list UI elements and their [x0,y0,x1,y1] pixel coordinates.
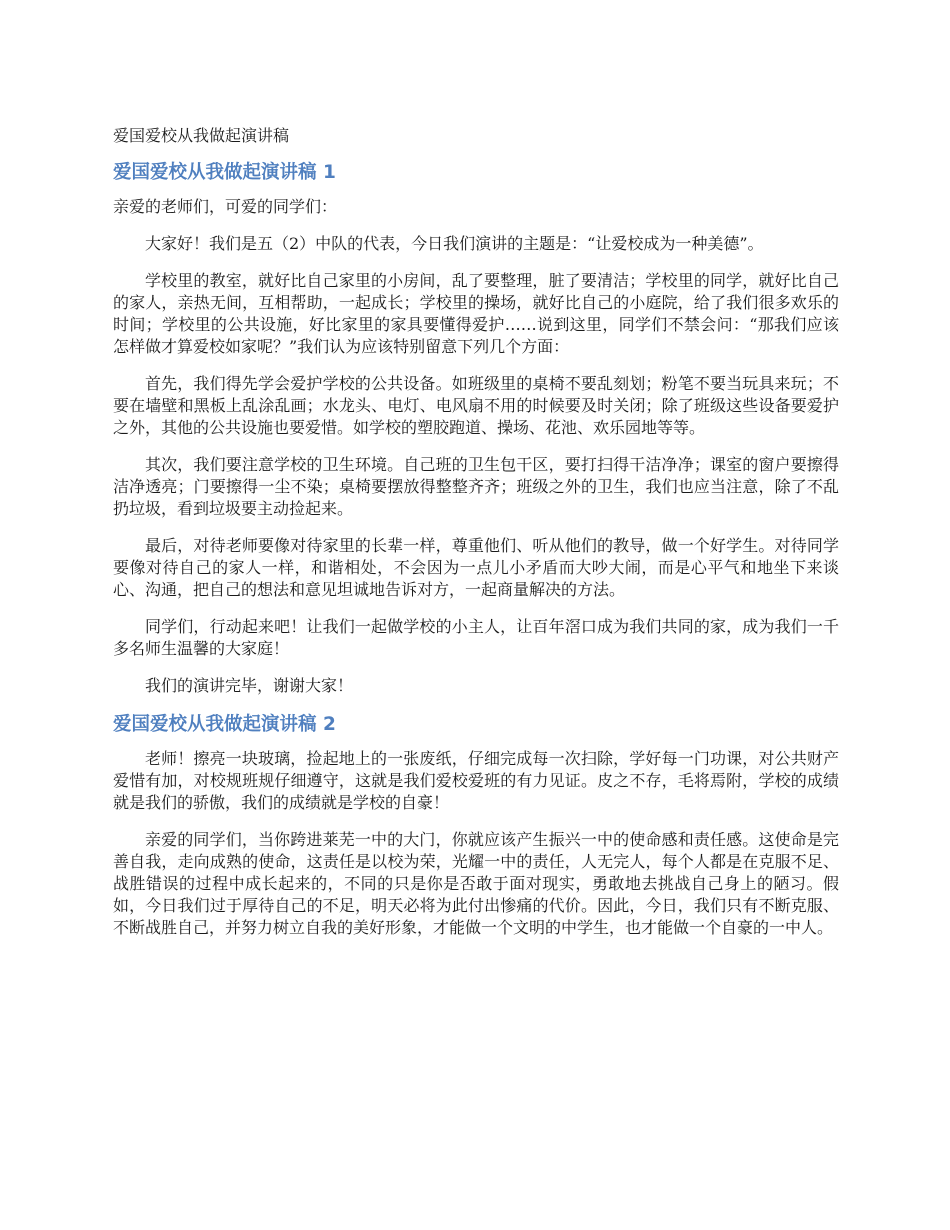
document-title: 爱国爱校从我做起演讲稿 [113,126,290,145]
speech-section-2 [113,712,839,939]
closing-paragraph: 我们的演讲完毕，谢谢大家！ [145,676,354,695]
body-paragraph: 最后，对待老师要像对待家里的长辈一样，尊重他们、听从他们的教导，做一个好学生。对待同学要像对待自己的家人一样，和谐相处，不会因为一点儿小矛盾而大吵大闹，而是心平气和地坐下来谈心、沟通，把自己的想法和意见坦诚地告诉对方，一起商量解决的方法。 [113,536,839,599]
speech-section-1 [113,160,839,697]
section-heading: 爱国爱校从我做起演讲稿 2 [113,714,336,735]
body-paragraph: 其次，我们要注意学校的卫生环境。自己班的卫生包干区，要打扫得干洁净净；课室的窗户要擦得洁净透亮；门要擦得一尘不染；桌椅要摆放得整整齐齐；班级之外的卫生，我们也应当注意，除了不乱扔垃圾，看到垃圾要主动捡起来。 [113,455,839,518]
body-paragraph: 首先，我们得先学会爱护学校的公共设备。如班级里的桌椅不要乱刻划；粉笔不要当玩具来玩；不要在墙壁和黑板上乱涂乱画；水龙头、电灯、电风扇不用的时候要及时关闭；除了班级这些设备要爱护之外，其他的公共设施也要爱惜。如学校的塑胶跑道、操场、花池、欢乐园地等等。 [113,374,839,437]
document-page [113,124,839,954]
body-paragraph: 学校里的教室，就好比自己家里的小房间，乱了要整理，脏了要清洁；学校里的同学，就好比自己的家人，亲热无间，互相帮助，一起成长；学校里的操场，就好比自己的小庭院，给了我们很多欢乐的时间；学校里的公共设施，好比家里的家具要懂得爱护……说到这里，同学们不禁会问：“那我们应该怎样做才算爱校如家呢？”我们认为应该特别留意下列几个方面： [113,271,839,356]
body-paragraph: 大家好！我们是五（2）中队的代表，今日我们演讲的主题是：“让爱校成为一种美德”。 [145,234,764,253]
body-paragraph: 亲爱的同学们，当你跨进莱芜一中的大门，你就应该产生振兴一中的使命感和责任感。这使命是完善自我，走向成熟的使命，这责任是以校为荣，光耀一中的责任，人无完人，每个人都是在克服不足、战胜错误的过程中成长起来的，不同的只是你是否敢于面对现实，勇敢地去挑战自己身上的陋习。假如，今日我们过于厚待自己的不足，明天必将为此付出惨痛的代价。因此，今日，我们只有不断克服、不断战胜自己，并努力树立自我的美好形象，才能做一个文明的中学生，也才能做一个自豪的一中人。 [113,830,839,937]
body-paragraph: 老师！擦亮一块玻璃，捡起地上的一张废纸，仔细完成每一次扫除，学好每一门功课，对公共财产爱惜有加，对校规班规仔细遵守，这就是我们爱校爱班的有力见证。皮之不存，毛将焉附，学校的成绩就是我们的骄傲，我们的成绩就是学校的自豪！ [113,749,839,812]
body-paragraph: 同学们，行动起来吧！让我们一起做学校的小主人，让百年滘口成为我们共同的家，成为我们一千多名师生温馨的大家庭！ [113,617,839,658]
section-heading: 爱国爱校从我做起演讲稿 1 [113,162,336,183]
salutation-paragraph: 亲爱的老师们，可爱的同学们： [113,197,338,216]
